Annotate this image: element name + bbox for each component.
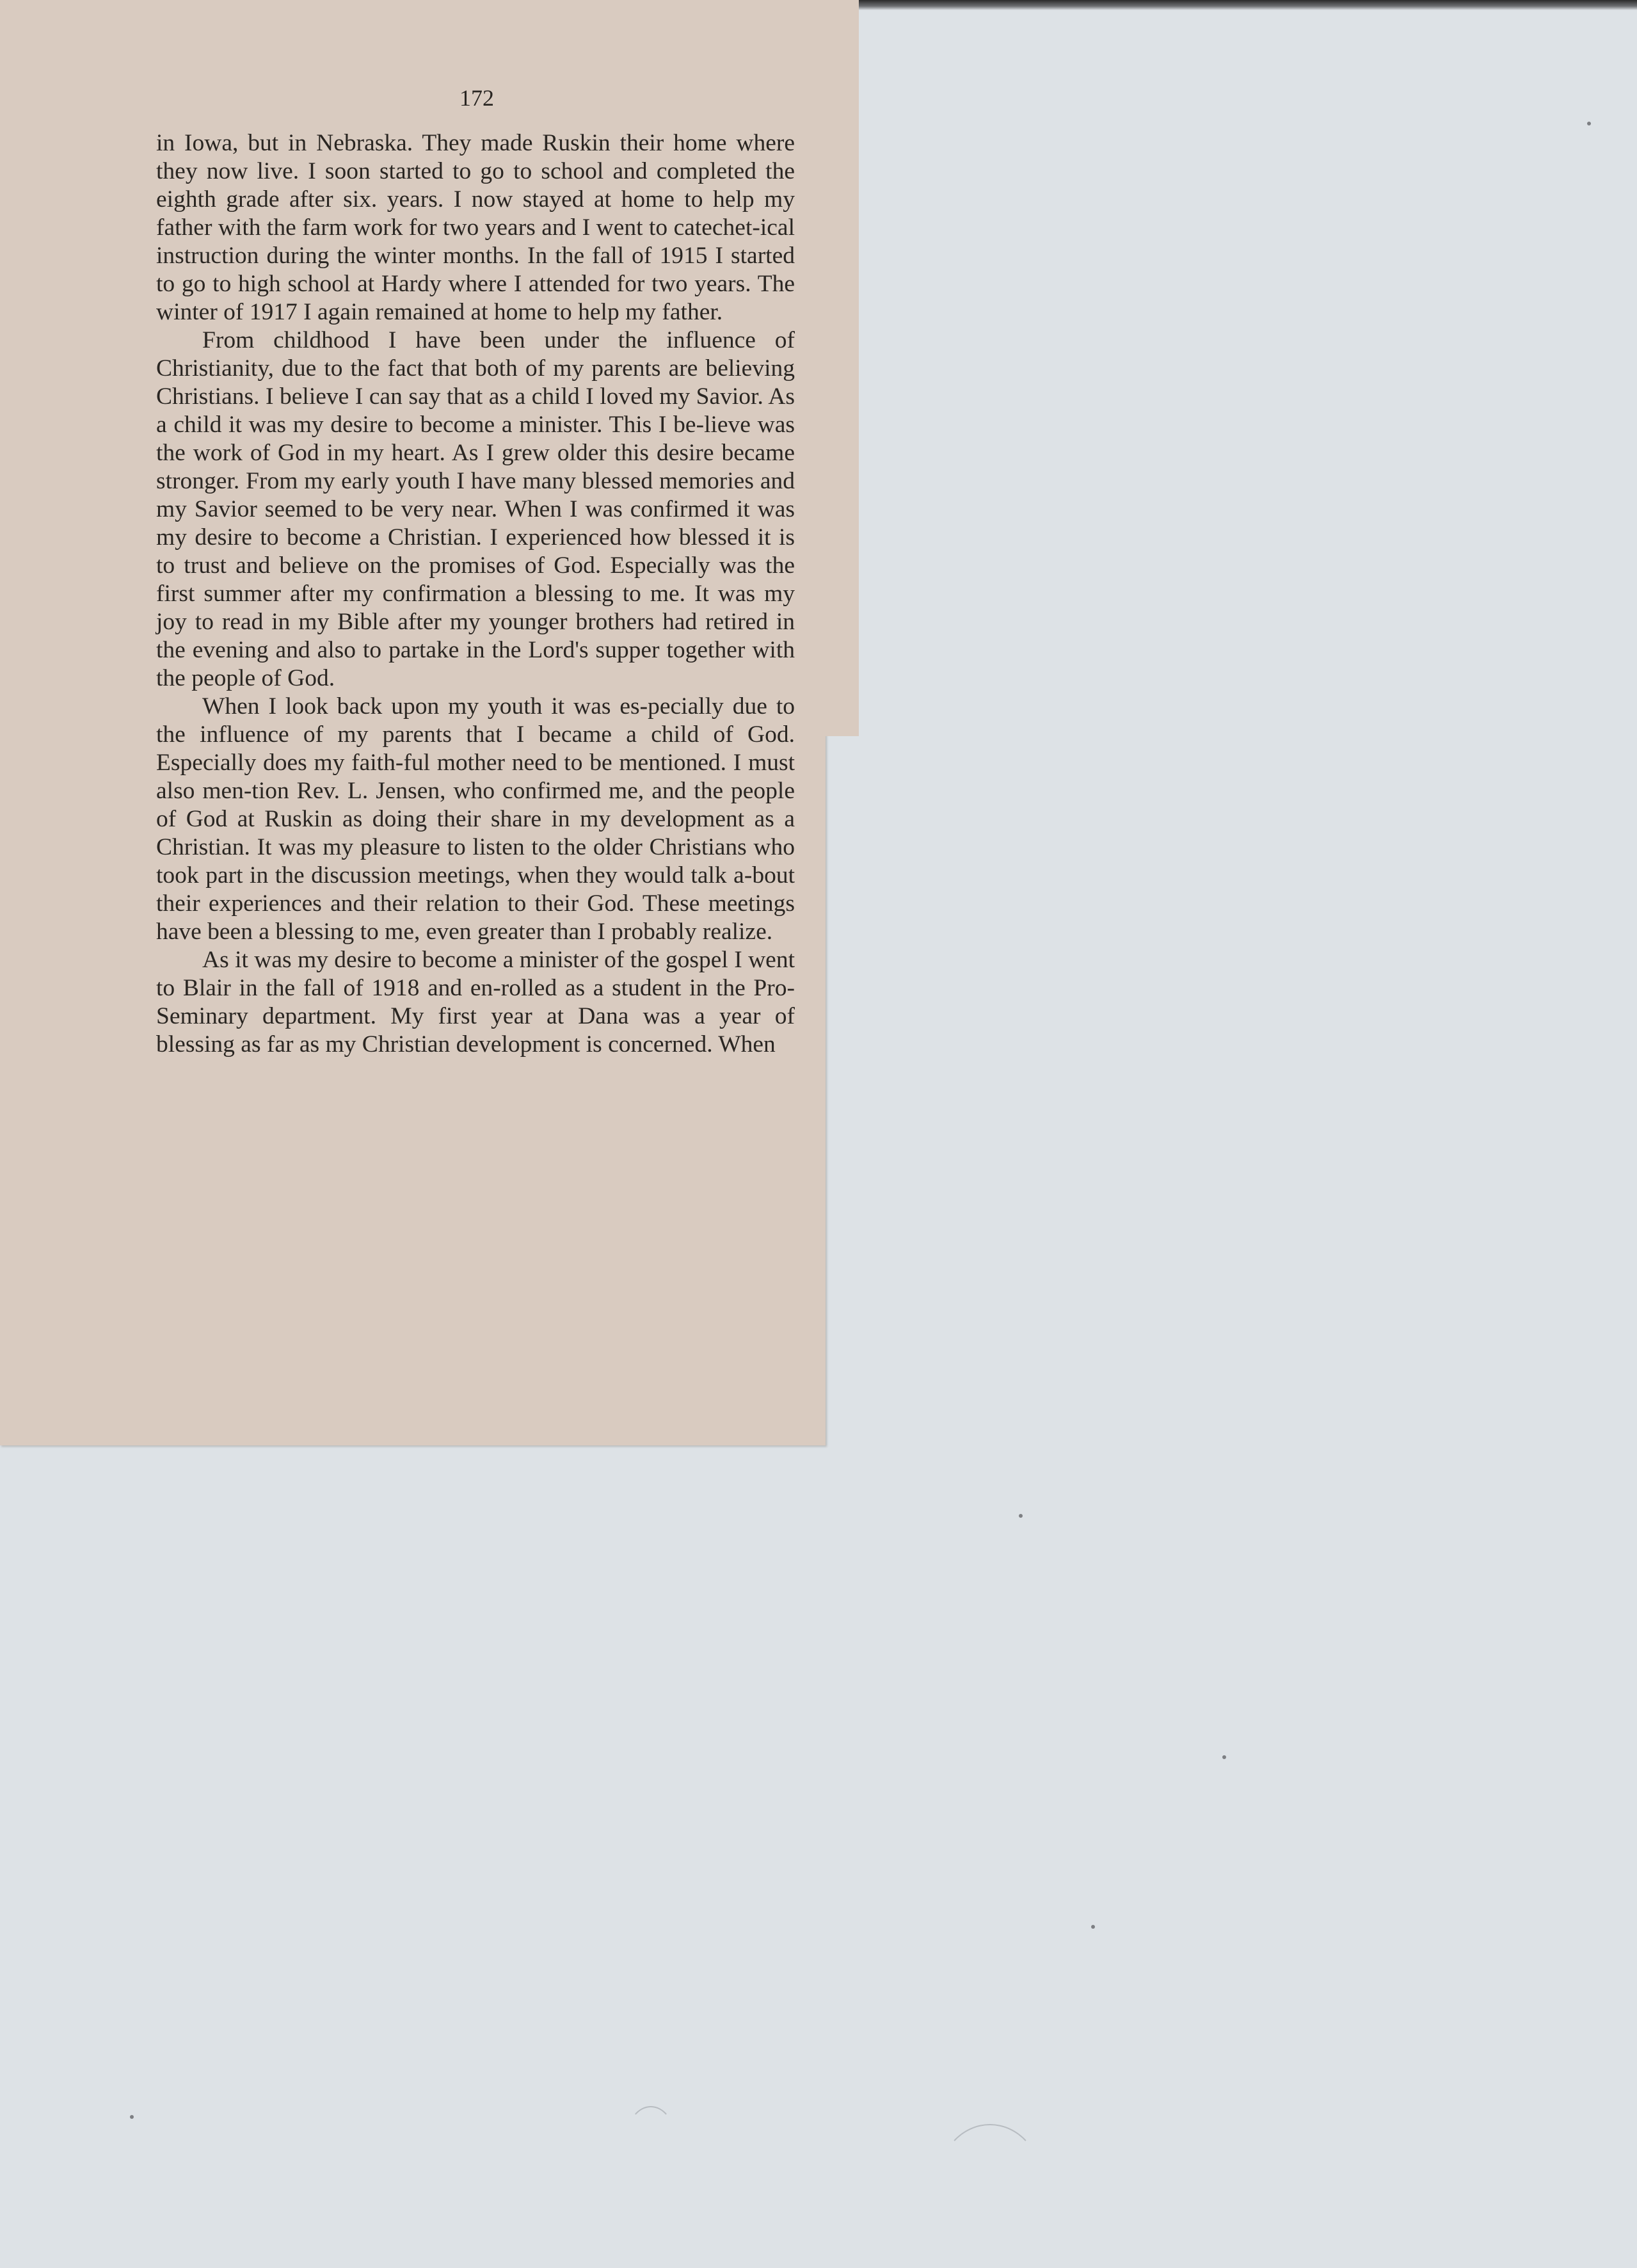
dust-speck <box>1222 1755 1226 1759</box>
dust-speck <box>1019 1514 1023 1518</box>
dust-speck <box>130 2115 134 2119</box>
scan-scratch <box>938 2124 1042 2242</box>
paragraph-2: From childhood I have been under the influence of Christianity, due to the fact that both of my parents are believing Christians. I believe I can say that as a child I loved my Savior. As a child it was my desire to become a minister. This I be-lieve was the work of God in my heart. As I grew older this desire became stronger. From my early youth I have many blessed memories and my Savior seemed to be very near. When I was confirmed it was my desire to become a Christian. I experienced how blessed it is to trust and believe on the promises of God. Especially was the first summer after my confirmation a blessing to me. It was my joy to read in my Bible after my younger brothers had retired in the evening and also to partake in the Lord's supper together with the people of God. <box>156 327 795 691</box>
page-number: 172 <box>459 85 494 111</box>
scan-scratch <box>627 2106 675 2166</box>
scanned-page <box>0 0 826 1445</box>
paragraph-1: in Iowa, but in Nebraska. They made Ruskin their home where they now live. I soon started to go to school and completed the eighth grade after six. years. I now stayed at home to help my father with the farm work for two years and I went to catechet-ical instruction during the winter months. In the fall of 1915 I started to go to high school at Hardy where I attended for two years. The winter of 1917 I again remained at home to help my father. <box>156 130 795 325</box>
scanner-top-edge <box>832 0 1637 10</box>
dust-speck <box>1587 122 1591 125</box>
paragraph-4: As it was my desire to become a minister of the gospel I went to Blair in the fall of 1918 and en-rolled as a student in the Pro-Seminary department. My first year at Dana was a year of blessing as far as my Christian development is concerned. When <box>156 947 795 1058</box>
paragraph-3: When I look back upon my youth it was es-pecially due to the influence of my parents that I became a child of God. Especially does my faith-ful mother need to be mentioned. I must also men-tion Rev. L. Jensen, who confirmed me, and the people of God at Ruskin as doing their share in my development as a Christian. It was my pleasure to listen to the older Christians who took part in the discussion meetings, when they would talk a-bout their experiences and their relation to their God. These meetings have been a blessing to me, even greater than I probably realize. <box>156 693 795 945</box>
page-edge-extension <box>824 0 859 736</box>
dust-speck <box>1091 1925 1095 1929</box>
body-text <box>156 129 795 1059</box>
